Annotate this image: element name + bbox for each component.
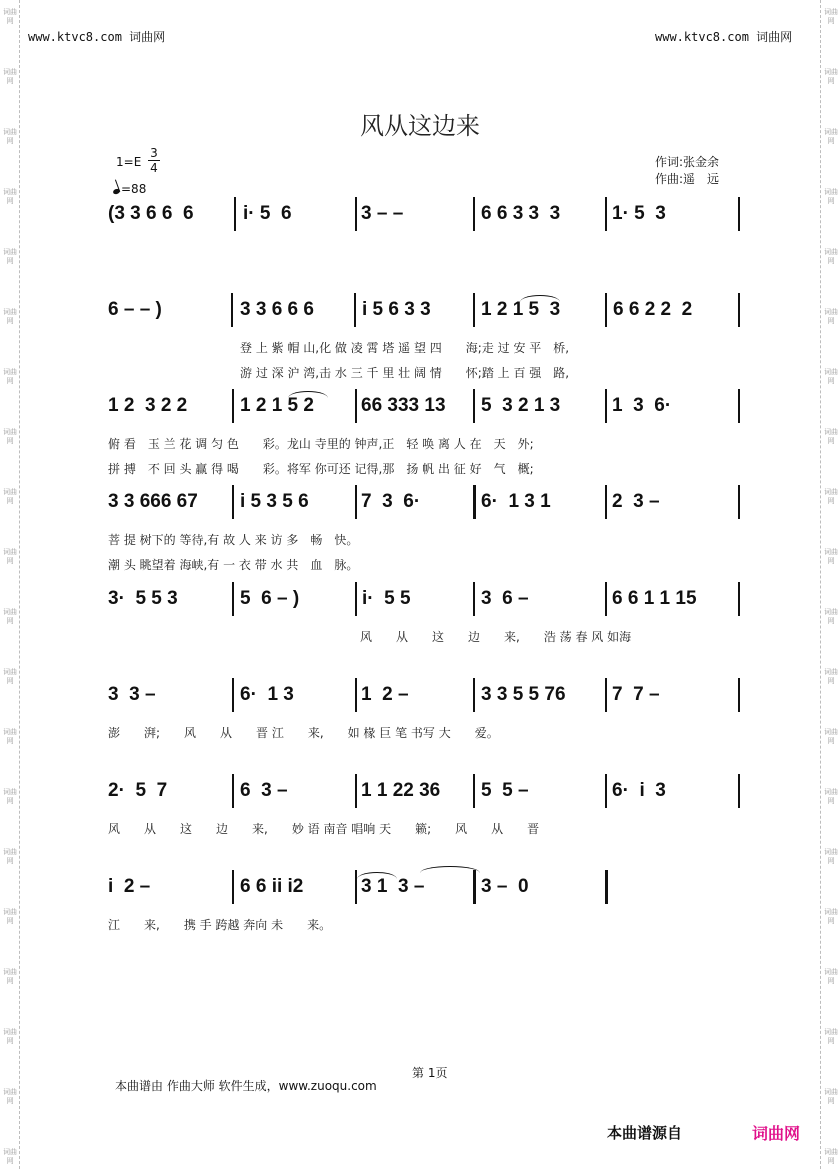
bar-line — [232, 678, 234, 712]
lyric-line: 登 上 紫 帽 山,化 做 凌 霄 塔 遥 望 四 海;走 过 安 平 桥, — [240, 341, 570, 355]
measure-notes: 5 3 2 1 3 — [481, 395, 561, 416]
watermark-mark: 词曲网 — [824, 728, 838, 745]
measure-notes: 3 3 6 6 6 — [240, 299, 314, 320]
measure-notes: 3 3 666 67 — [108, 491, 198, 512]
watermark-mark: 词曲网 — [3, 548, 17, 565]
bar-line — [473, 582, 475, 616]
bar-line — [355, 582, 357, 616]
measure-notes: 1 3 6· — [612, 395, 672, 416]
watermark-mark: 词曲网 — [3, 968, 17, 985]
bar-line — [738, 197, 740, 231]
measure-notes: i 2 – — [108, 876, 151, 897]
measure-notes: 1 2 1 5 3 — [481, 299, 561, 320]
lyric-line: 拼 搏 不 回 头 赢 得 喝 彩。将军 你可还 记得,那 扬 帆 出 征 好 气 概; — [108, 462, 534, 476]
watermark-mark: 词曲网 — [3, 1148, 17, 1165]
measure-notes: 1 2 1 5 2 — [240, 395, 314, 416]
measure-notes: 6· 1 3 1 — [481, 491, 551, 512]
bar-line — [355, 197, 357, 231]
measure-notes: 6 3 – — [240, 780, 288, 801]
measure-notes: 6· 1 3 — [240, 684, 294, 705]
measure-notes: 5 5 – — [481, 780, 529, 801]
watermark-mark: 词曲网 — [3, 488, 17, 505]
measure-notes: 1 2 3 2 2 — [108, 395, 188, 416]
lyric-line: 游 过 深 沪 湾,击 水 三 千 里 壮 阔 情 怀;踏 上 百 强 路, — [240, 366, 570, 380]
composer-credit: 作曲:遥 远 — [655, 172, 720, 186]
bar-line — [473, 678, 475, 712]
bar-line — [738, 582, 740, 616]
bar-line — [232, 389, 234, 423]
watermark-mark: 词曲网 — [824, 308, 838, 325]
bar-line — [354, 293, 356, 327]
measure-notes: i· 5 6 — [243, 203, 292, 224]
meter-bottom: 4 — [148, 160, 160, 175]
bar-line — [473, 389, 475, 423]
page-number: 第 1页 — [412, 1066, 448, 1080]
watermark-mark: 词曲网 — [3, 188, 17, 205]
watermark-mark: 词曲网 — [824, 188, 838, 205]
bar-line — [605, 389, 607, 423]
measure-notes: i 5 6 3 3 — [362, 299, 431, 320]
measure-notes: 3 6 – — [481, 588, 529, 609]
watermark-mark: 词曲网 — [3, 368, 17, 385]
measure-notes: 5 6 – ) — [240, 588, 300, 609]
watermark-mark: 词曲网 — [3, 68, 17, 85]
measure-notes: 1 1 22 36 — [361, 780, 441, 801]
watermark-mark: 词曲网 — [824, 248, 838, 265]
measure-notes: 6 6 3 3 3 — [481, 203, 561, 224]
lyric-line: 江 来, 携 手 跨越 奔向 未 来。 — [108, 918, 332, 932]
watermark-mark: 词曲网 — [3, 608, 17, 625]
left-watermark-strip — [0, 0, 20, 1169]
watermark-mark: 词曲网 — [824, 548, 838, 565]
measure-notes: 2 3 – — [612, 491, 660, 512]
bar-line — [355, 389, 357, 423]
lyric-line: 潮 头 眺望着 海峡,有 一 衣 带 水 共 血 脉。 — [108, 558, 359, 572]
bar-line — [738, 774, 740, 808]
measure-notes: 3 – – — [361, 203, 404, 224]
watermark-mark: 词曲网 — [3, 428, 17, 445]
bar-line — [605, 870, 608, 904]
bar-line — [738, 293, 740, 327]
measure-notes: i 5 3 5 6 — [240, 491, 309, 512]
bar-line — [473, 774, 475, 808]
watermark-mark: 词曲网 — [3, 728, 17, 745]
lyric-line: 风 从 这 边 来, 妙 语 南音 唱响 天 籁; 风 从 晋 — [108, 822, 540, 836]
measure-notes: 3 – 0 — [481, 876, 529, 897]
bar-line — [355, 774, 357, 808]
bar-line — [355, 870, 357, 904]
watermark-mark: 词曲网 — [3, 8, 17, 25]
bar-line — [605, 582, 607, 616]
watermark-mark: 词曲网 — [824, 128, 838, 145]
measure-notes: 1 2 – — [361, 684, 409, 705]
watermark-mark: 词曲网 — [3, 308, 17, 325]
measure-notes: 7 3 6· — [361, 491, 421, 512]
slur-arc — [520, 295, 560, 309]
measure-notes: i· 5 5 — [362, 588, 411, 609]
tempo-marking — [113, 182, 146, 196]
bar-line — [605, 197, 607, 231]
watermark-mark: 词曲网 — [3, 1088, 17, 1105]
bar-line — [738, 485, 740, 519]
measure-notes: 6· i 3 — [612, 780, 666, 801]
header-url-left: www.ktvc8.com 词曲网 — [28, 30, 166, 44]
measure-notes: 66 333 13 — [361, 395, 446, 416]
watermark-mark: 词曲网 — [824, 428, 838, 445]
watermark-mark: 词曲网 — [824, 908, 838, 925]
measure-notes: 7 7 – — [612, 684, 660, 705]
watermark-mark: 词曲网 — [824, 1148, 838, 1165]
bar-line — [232, 774, 234, 808]
slur-arc — [420, 866, 480, 880]
bar-line — [473, 293, 475, 327]
measure-notes: 3· 5 5 3 — [108, 588, 178, 609]
song-title: 风从这边来 — [360, 112, 480, 140]
watermark-mark: 词曲网 — [824, 1028, 838, 1045]
bar-line — [605, 485, 607, 519]
key-signature: 1=E — [116, 155, 142, 169]
bar-line — [605, 293, 607, 327]
watermark-mark: 词曲网 — [824, 8, 838, 25]
bar-line — [232, 485, 234, 519]
bar-line — [232, 870, 234, 904]
bar-line — [605, 678, 607, 712]
quarter-note-icon — [112, 188, 120, 195]
watermark-mark: 词曲网 — [824, 1088, 838, 1105]
measure-notes: 3 3 – — [108, 684, 156, 705]
watermark-mark: 词曲网 — [824, 488, 838, 505]
bar-line — [234, 197, 236, 231]
measure-notes: 6 6 1 1 15 — [612, 588, 697, 609]
measure-notes: 1· 5 3 — [612, 203, 666, 224]
bar-line — [738, 389, 740, 423]
lyric-line: 俯 看 玉 兰 花 调 匀 色 彩。龙山 寺里的 钟声,正 轻 唤 离 人 在 天 外; — [108, 437, 534, 451]
watermark-mark: 词曲网 — [3, 128, 17, 145]
bar-line — [355, 485, 357, 519]
watermark-mark: 词曲网 — [824, 668, 838, 685]
slur-arc — [357, 872, 397, 886]
watermark-mark: 词曲网 — [3, 908, 17, 925]
bar-line — [231, 293, 233, 327]
lyricist-credit: 作词:张金余 — [655, 155, 720, 169]
watermark-mark: 词曲网 — [824, 608, 838, 625]
watermark-mark: 词曲网 — [3, 788, 17, 805]
lyric-line: 菩 提 树下的 等待,有 故 人 来 访 多 畅 快。 — [108, 533, 359, 547]
watermark-mark: 词曲网 — [824, 788, 838, 805]
watermark-mark: 词曲网 — [824, 848, 838, 865]
time-signature — [148, 146, 160, 175]
watermark-mark: 词曲网 — [3, 848, 17, 865]
bar-line — [473, 485, 476, 519]
right-watermark-strip — [820, 0, 840, 1169]
watermark-mark: 词曲网 — [824, 368, 838, 385]
measure-notes: 3 3 5 5 76 — [481, 684, 566, 705]
measure-notes: (3 3 6 6 6 — [108, 203, 194, 224]
watermark-mark: 词曲网 — [824, 68, 838, 85]
header-url-right: www.ktvc8.com 词曲网 — [655, 30, 793, 44]
bar-line — [232, 582, 234, 616]
measure-notes: 3 1 3 – — [361, 876, 425, 897]
measure-notes: 6 6 2 2 2 — [613, 299, 693, 320]
bar-line — [473, 197, 475, 231]
lyric-line: 澎 湃; 风 从 晋 江 来, 如 椽 巨 笔 书写 大 爱。 — [108, 726, 499, 740]
generator-note: 本曲谱由 作曲大师 软件生成，www.zuoqu.com — [115, 1079, 377, 1093]
source-label: 本曲谱源自 — [607, 1124, 683, 1142]
meter-top: 3 — [150, 146, 158, 160]
watermark-mark: 词曲网 — [3, 248, 17, 265]
source-site: 词曲网 — [752, 1124, 801, 1143]
tempo-value: =88 — [121, 182, 147, 196]
measure-notes: 6 – – ) — [108, 299, 162, 320]
bar-line — [605, 774, 607, 808]
slur-arc — [288, 391, 328, 405]
measure-notes: 2· 5 7 — [108, 780, 168, 801]
measure-notes: 6 6 ii i2 — [240, 876, 304, 897]
bar-line — [355, 678, 357, 712]
lyric-line: 风 从 这 边 来, 浩 荡 春 风 如海 — [360, 630, 632, 644]
bar-line — [738, 678, 740, 712]
watermark-mark: 词曲网 — [824, 968, 838, 985]
watermark-mark: 词曲网 — [3, 1028, 17, 1045]
watermark-mark: 词曲网 — [3, 668, 17, 685]
